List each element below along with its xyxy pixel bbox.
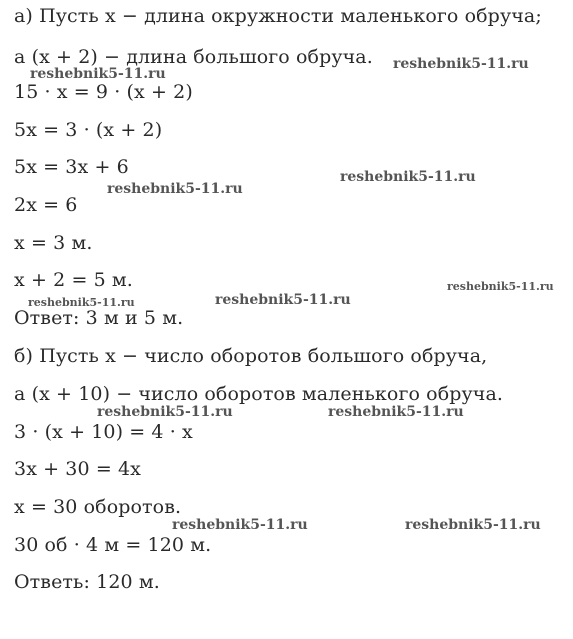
answer-a: Ответ: 3 м и 5 м. (14, 307, 184, 329)
watermark: reshebnik5-11.ru (340, 169, 476, 185)
equation-6: x + 2 = 5 м. (14, 269, 133, 291)
line-a-intro: а) Пусть x − длина окружности маленького обруча; (14, 5, 542, 27)
line-b-small-hoop: а (x + 10) − число оборотов маленького обруча. (14, 383, 504, 405)
equation-9: x = 30 оборотов. (14, 496, 182, 518)
equation-4: 2x = 6 (14, 194, 78, 216)
watermark: reshebnik5-11.ru (97, 404, 233, 420)
watermark: reshebnik5-11.ru (215, 292, 351, 308)
equation-5: x = 3 м. (14, 232, 93, 254)
equation-7: 3 · (x + 10) = 4 · x (14, 421, 193, 443)
watermark: reshebnik5-11.ru (328, 404, 464, 420)
answer-b: Ответь: 120 м. (14, 571, 160, 593)
watermark: reshebnik5-11.ru (107, 181, 243, 197)
watermark: reshebnik5-11.ru (405, 517, 541, 533)
equation-2: 5x = 3 · (x + 2) (14, 119, 163, 141)
watermark: reshebnik5-11.ru (172, 517, 308, 533)
equation-8: 3x + 30 = 4x (14, 458, 141, 480)
calculation: 30 об · 4 м = 120 м. (14, 534, 212, 556)
line-b-intro: б) Пусть x − число оборотов большого обруча, (14, 345, 488, 367)
equation-1: 15 · x = 9 · (x + 2) (14, 81, 193, 103)
watermark: reshebnik5-11.ru (28, 296, 135, 309)
equation-3: 5x = 3x + 6 (14, 156, 129, 178)
line-a-big-hoop: а (x + 2) − длина большого обруча. (14, 46, 373, 68)
watermark: reshebnik5-11.ru (30, 66, 166, 82)
watermark: reshebnik5-11.ru (447, 280, 554, 293)
watermark: reshebnik5-11.ru (393, 56, 529, 72)
